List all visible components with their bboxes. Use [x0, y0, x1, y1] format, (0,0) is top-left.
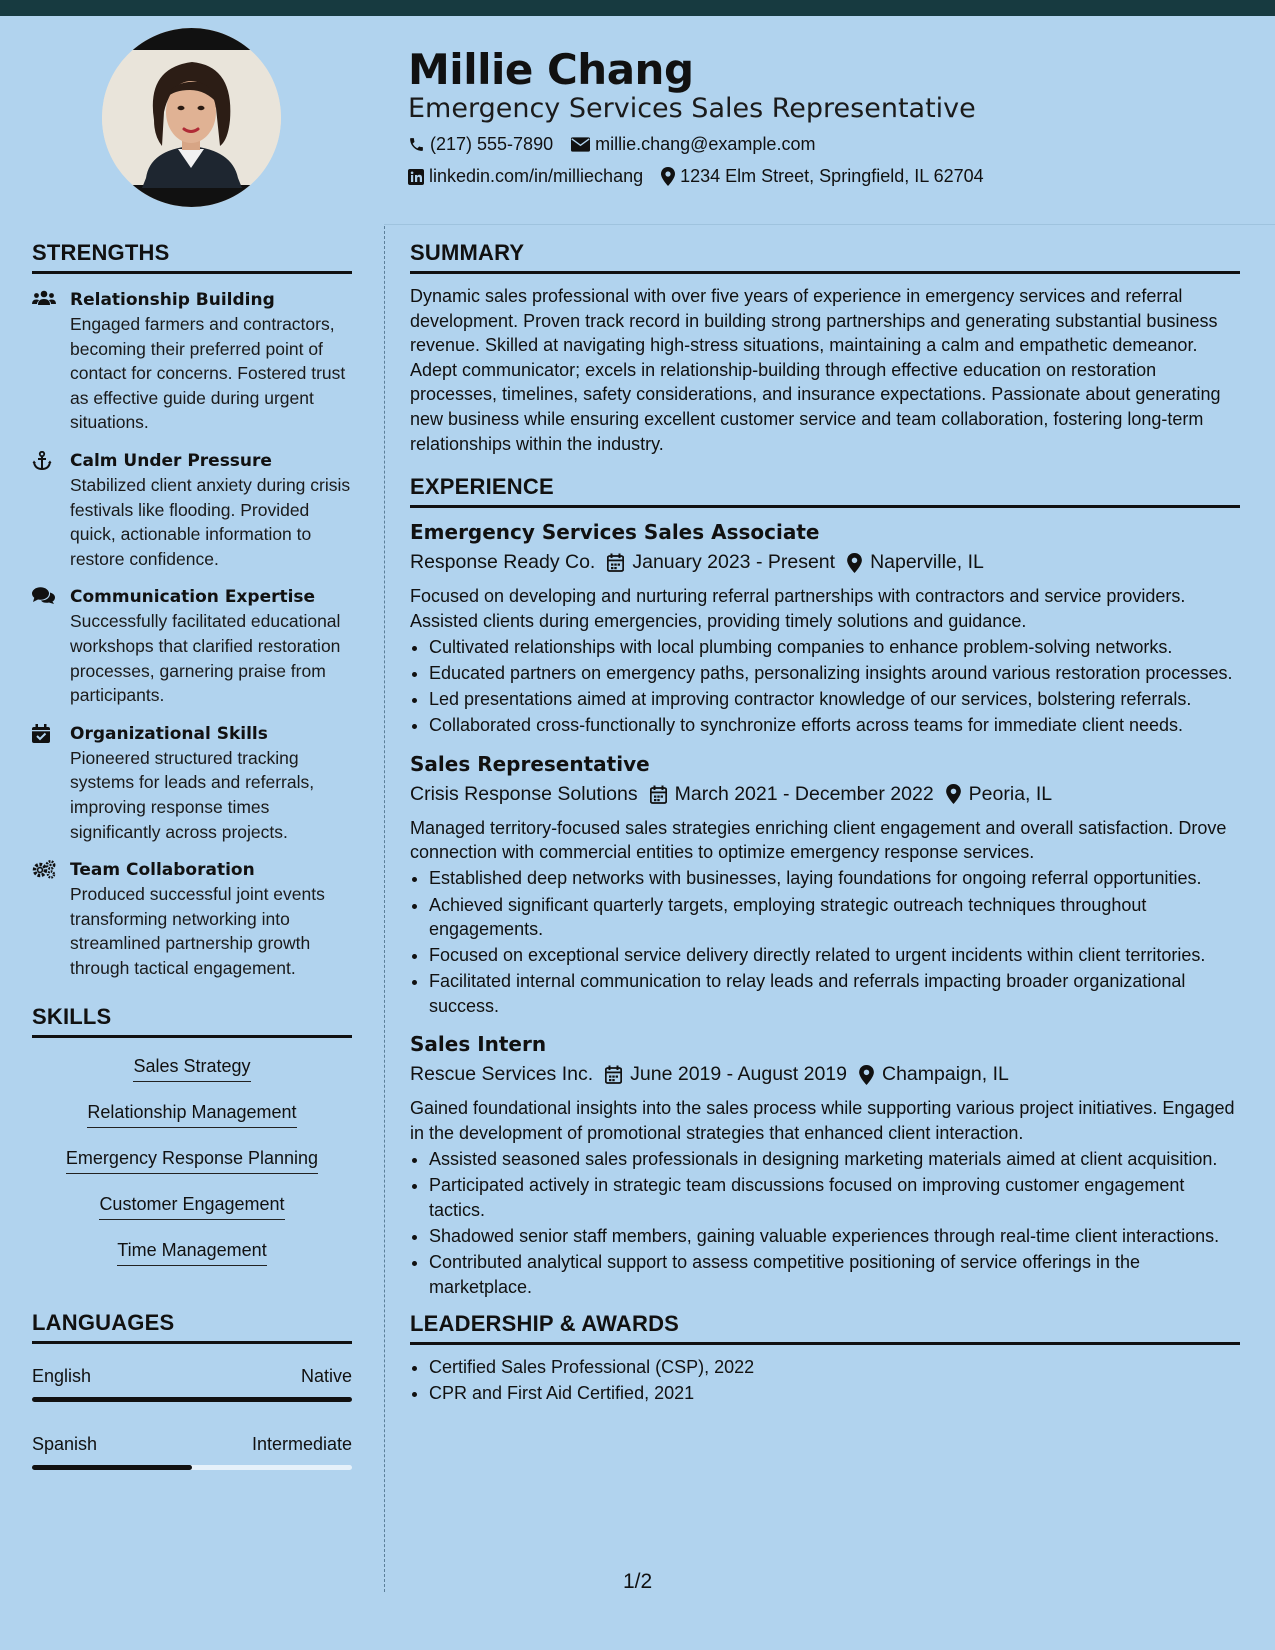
award-item: • Certified Sales Professional (CSP), 2022: [429, 1355, 1240, 1380]
anchor-icon: [32, 451, 52, 471]
strength-item: [32, 722, 352, 844]
map-pin-icon: [661, 167, 675, 186]
skills-title: SKILLS: [32, 1004, 352, 1038]
language-proficiency-fill: [32, 1465, 192, 1470]
language-proficiency-fill: [32, 1397, 352, 1402]
job-company: Crisis Response Solutions: [410, 782, 638, 805]
skill-tag: Sales Strategy: [133, 1054, 250, 1082]
header-divider: [384, 224, 1275, 225]
strength-item: [32, 585, 352, 707]
language-proficiency-bar: [32, 1465, 352, 1470]
strength-description: Produced successful joint events transforming networking into streamlined partnership growth through tactical engagement.: [70, 884, 325, 978]
skill-tag: Emergency Response Planning: [66, 1146, 318, 1174]
contact-linkedin[interactable]: [408, 166, 643, 187]
job-company: Response Ready Co.: [410, 551, 596, 574]
comments-icon: [32, 587, 55, 604]
contact-address-text: 1234 Elm Street, Springfield, IL 62704: [680, 166, 984, 186]
job-bullet: • Focused on exceptional service delivery directly related to urgent incidents within client territories.: [429, 943, 1240, 968]
strength-description: Successfully facilitated educational workshops that clarified restoration processes, garnering praise from participants.: [70, 611, 341, 706]
contact-address: [661, 166, 984, 187]
language-level: Native: [300, 1366, 352, 1387]
strength-title: Team Collaboration: [70, 860, 255, 881]
strength-description: Pioneered structured tracking systems for leads and referrals, improving response times significantly across projects.: [70, 747, 315, 842]
job-bullet: • Shadowed senior staff members, gaining valuable experiences through real-time client interactions.: [429, 1224, 1240, 1249]
job-meta: [410, 783, 1240, 806]
users-icon: [32, 290, 56, 307]
calendar-icon: [605, 1065, 622, 1084]
strengths-title: STRENGTHS: [32, 240, 352, 274]
job-bullet: • Achieved significant quarterly targets, employing strategic outreach techniques throughout engagements.: [429, 893, 1240, 942]
language-item: [32, 1366, 352, 1402]
candidate-name: Millie Chang: [408, 45, 694, 94]
job-bullet: • Cultivated relationships with local plumbing companies to enhance problem-solving networks.: [429, 635, 1240, 660]
experience-list: [410, 518, 1240, 1299]
job-bullet: • Established deep networks with businesses, laying foundations for ongoing referral opportunities.: [429, 866, 1240, 891]
skill-tag: Relationship Management: [87, 1100, 296, 1128]
strength-item: [32, 858, 352, 980]
language-item: [32, 1434, 352, 1470]
main-content: [410, 240, 1240, 1406]
contact-email[interactable]: [571, 134, 815, 155]
strength-item: [32, 449, 352, 571]
map-pin-icon: [946, 784, 961, 804]
job-description: Focused on developing and nurturing referral partnerships with contractors and service providers. Assisted clients during emergencies, providing timely solutions and guidance.: [410, 586, 1186, 631]
language-proficiency-bar: [32, 1397, 352, 1402]
job-meta: [410, 1063, 1240, 1086]
contact-row-2: [408, 166, 1002, 187]
strength-title: Relationship Building: [70, 290, 275, 310]
strength-description: Engaged farmers and contractors, becoming their preferred point of contact for concerns. Fostered trust as effective guide during urgent situations.: [70, 314, 346, 433]
job-bullets: [410, 635, 1240, 738]
job-bullet: • Contributed analytical support to assess competitive positioning of service offerings in the marketplace.: [429, 1250, 1240, 1299]
job-bullets: [410, 1147, 1240, 1299]
language-name: Spanish: [32, 1434, 98, 1455]
job-dates: January 2023 - Present: [632, 551, 836, 574]
job-meta: [410, 551, 1240, 574]
skill-tag: Customer Engagement: [99, 1192, 284, 1220]
job-location: Naperville, IL: [870, 551, 984, 574]
job-entry: [410, 518, 1240, 738]
summary-text: Dynamic sales professional with over five years of experience in emergency services and referral development. Proven track record in building strong partnerships and generating substantial business revenue. Skilled at navigating high-stress situations, maintaining a calm and empathetic demeanor. Adept communicator; excels in relationship-building through effective education on restoration processes, timelines, safety considerations, and insurance expectations. Passionate about generating new business while ensuring excellent customer service and team collaboration, fostering long-term relationships within the industry.: [410, 286, 1221, 454]
calendar-icon: [650, 785, 667, 804]
job-location: Champaign, IL: [882, 1063, 1009, 1086]
job-entry: [410, 1030, 1240, 1299]
job-title: Sales Representative: [410, 751, 650, 776]
job-bullets: [410, 866, 1240, 1018]
strength-title: Calm Under Pressure: [70, 450, 272, 471]
map-pin-icon: [859, 1065, 874, 1085]
job-location: Peoria, IL: [968, 782, 1053, 805]
language-name: English: [32, 1366, 92, 1387]
job-bullet: • Assisted seasoned sales professionals in designing marketing materials aimed at client acquisition.: [429, 1147, 1240, 1172]
summary-title: SUMMARY: [410, 240, 1240, 274]
strength-title: Communication Expertise: [70, 587, 316, 608]
top-accent-bar: [0, 0, 1275, 16]
column-divider: [384, 226, 385, 1592]
calendar-icon: [607, 553, 624, 572]
strength-item: [32, 288, 352, 435]
language-level: Intermediate: [251, 1434, 352, 1455]
job-bullet: • Collaborated cross-functionally to synchronize efforts across teams for immediate client needs.: [429, 713, 1240, 738]
contact-phone-text: (217) 555-7890: [430, 134, 554, 154]
envelope-icon: [571, 137, 590, 152]
strength-description: Stabilized client anxiety during crisis festivals like flooding. Provided quick, actionable information to restore confidence.: [70, 474, 351, 569]
contact-phone[interactable]: [408, 134, 553, 155]
calendar-check-icon: [32, 724, 50, 743]
profile-photo: [102, 28, 281, 207]
linkedin-icon: [408, 169, 424, 185]
contact-row-1: [408, 134, 833, 155]
skills-list: [32, 1054, 352, 1284]
job-dates: March 2021 - December 2022: [674, 782, 934, 805]
gears-icon: [32, 860, 56, 879]
sidebar: [32, 240, 352, 1470]
map-pin-icon: [847, 553, 862, 573]
job-description: Gained foundational insights into the sales process while supporting various project initiatives. Engaged in the development of promotional strategies that enhanced client interaction.: [410, 1098, 1235, 1144]
experience-title: EXPERIENCE: [410, 474, 1240, 508]
job-bullet: • Facilitated internal communication to relay leads and referrals impacting broader organizational success.: [429, 969, 1240, 1018]
candidate-role: Emergency Services Sales Representative: [408, 93, 976, 124]
page-number: 1/2: [623, 1570, 653, 1593]
job-company: Rescue Services Inc.: [410, 1063, 594, 1086]
job-bullet: • Led presentations aimed at improving contractor knowledge of our services, bolstering referrals.: [429, 687, 1240, 712]
job-dates: June 2019 - August 2019: [630, 1063, 847, 1086]
contact-email-text: millie.chang@example.com: [595, 134, 816, 154]
awards-list: [410, 1355, 1240, 1406]
phone-icon: [408, 136, 425, 153]
job-description: Managed territory-focused sales strategies enriching client engagement and overall satisfaction. Drove connection with commercial entities to optimize emergency response services.: [410, 817, 1227, 863]
contact-linkedin-text: linkedin.com/in/milliechang: [429, 166, 644, 186]
job-bullet: • Participated actively in strategic team discussions focused on improving customer engagement tactics.: [429, 1173, 1240, 1222]
languages-title: LANGUAGES: [32, 1310, 352, 1344]
award-item: • CPR and First Aid Certified, 2021: [429, 1381, 1240, 1406]
job-entry: [410, 750, 1240, 1019]
strength-title: Organizational Skills: [70, 723, 268, 744]
job-bullet: • Educated partners on emergency paths, personalizing insights around various restoration processes.: [429, 661, 1240, 686]
job-title: Emergency Services Sales Associate: [410, 520, 820, 545]
job-title: Sales Intern: [410, 1032, 547, 1057]
skill-tag: Time Management: [117, 1238, 266, 1266]
awards-title: LEADERSHIP & AWARDS: [410, 1311, 1240, 1345]
